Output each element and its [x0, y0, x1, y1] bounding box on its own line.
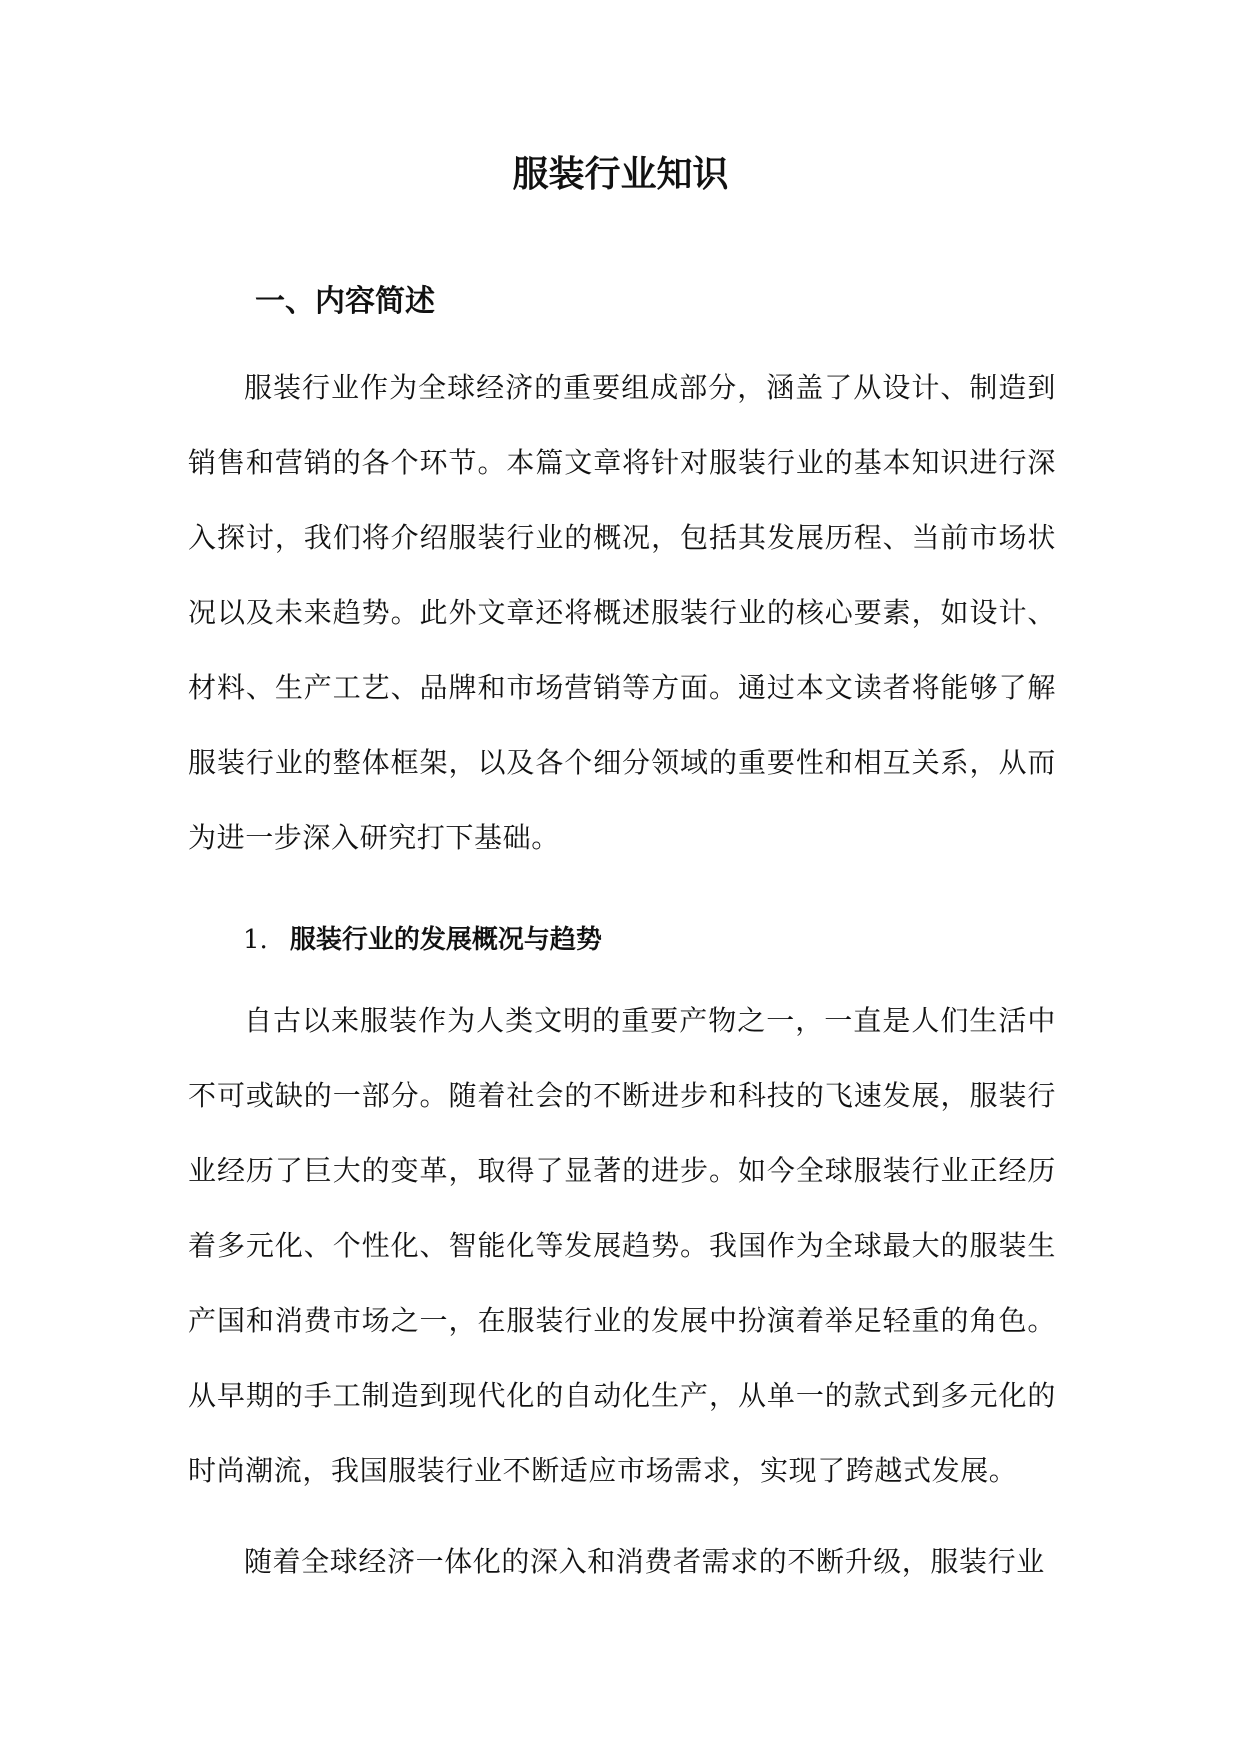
subsection-title: 服装行业的发展概况与趋势 [289, 925, 602, 955]
section-heading-overview: 一、内容简述 [255, 284, 435, 319]
document-title: 服装行业知识 [512, 154, 729, 195]
development-paragraph-2: 随着全球经济一体化的深入和消费者需求的不断升级，服装行业 [244, 1545, 1045, 1578]
development-paragraph-1: 自古以来服装作为人类文明的重要产物之一，一直是人们生活中不可或缺的一部分。随着社会的不断进步和科技的飞速发展，服装行业经历了巨大的变革，取得了显著的进步。如今全球服装行业正经历着多元化、个性化、智能化等发展趋势。我国作为全球最大的服装生产国和消费市场之一，在服装行业的发展中扮演着举足轻重的角色。从早期的手工制造到现代化的自动化生产，从单一的款式到多元化的时尚潮流，我国服装行业不断适应市场需求，实现了跨越式发展。 [188, 1004, 1056, 1487]
overview-paragraph: 服装行业作为全球经济的重要组成部分，涵盖了从设计、制造到销售和营销的各个环节。本篇文章将针对服装行业的基本知识进行深入探讨，我们将介绍服装行业的概况，包括其发展历程、当前市场状况以及未来趋势。此外文章还将概述服装行业的核心要素，如设计、材料、生产工艺、品牌和市场营销等方面。通过本文读者将能够了解服装行业的整体框架，以及各个细分领域的重要性和相互关系，从而为进一步深入研究打下基础。 [188, 371, 1056, 854]
subsection-number: 1. [243, 925, 268, 955]
subsection-heading-development [243, 920, 602, 960]
